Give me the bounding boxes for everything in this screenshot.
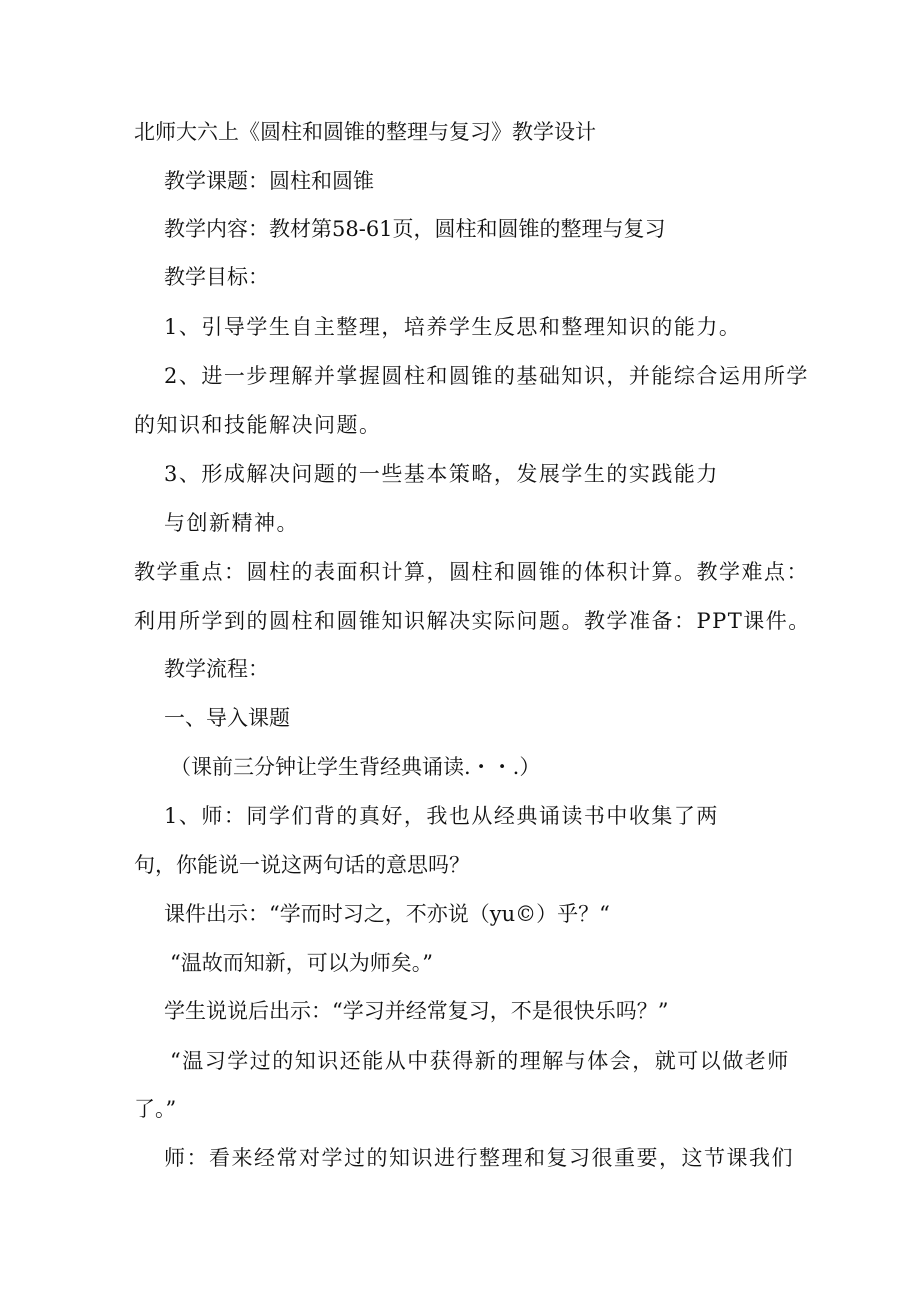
student-explanation: 学生说说后出示：“学习并经常复习，不是很快乐吗？” [164,999,669,1023]
paragraph-1-line-2: 句，你能说一说这两句话的意思吗？ [134,853,470,877]
lesson-topic: 教学课题：圆柱和圆锥 [164,169,374,193]
goal-2-line-1: 2、进一步理解并掌握圆柱和圆锥的基础知识，并能综合运用所学 [164,364,809,388]
goal-3-line-2: 与创新精神。 [164,511,299,535]
key-points-line-2: 利用所学到的圆柱和圆锥知识解决实际问题。教学准备：PPT课件。 [134,609,811,633]
lesson-content: 教学内容：教材第58-61页，圆柱和圆锥的整理与复习 [164,217,666,241]
pre-class-note: （课前三分钟让学生背经典诵读.・・.） [170,755,541,779]
section-1-heading: 一、导入课题 [164,706,290,730]
meaning-line-1: “温习学过的知识还能从中获得新的理解与体会，就可以做老师 [170,1049,790,1073]
flow-heading: 教学流程： [164,657,269,681]
key-points-line-1: 教学重点：圆柱的表面积计算，圆柱和圆锥的体积计算。教学难点： [134,560,809,584]
slide-quote-2: “温故而知新，可以为师矣。” [170,951,433,975]
goal-2-line-2: 的知识和技能解决问题。 [134,413,382,437]
meaning-line-2: 了。” [134,1097,177,1121]
document-title: 北师大六上《圆柱和圆锥的整理与复习》教学设计 [134,120,596,144]
goal-1: 1、引导学生自主整理，培养学生反思和整理知识的能力。 [164,315,742,339]
paragraph-1-line-1: 1、师：同学们背的真好，我也从经典诵读书中收集了两 [164,804,719,828]
teacher-remark: 师：看来经常对学过的知识进行整理和复习很重要，这节课我们 [164,1146,794,1170]
slide-quote-1: 课件出示：“学而时习之，不亦说（yu©）乎？“ [164,902,610,926]
goal-3-line-1: 3、形成解决问题的一些基本策略，发展学生的实践能力 [164,462,719,486]
goals-heading: 教学目标： [164,265,269,289]
